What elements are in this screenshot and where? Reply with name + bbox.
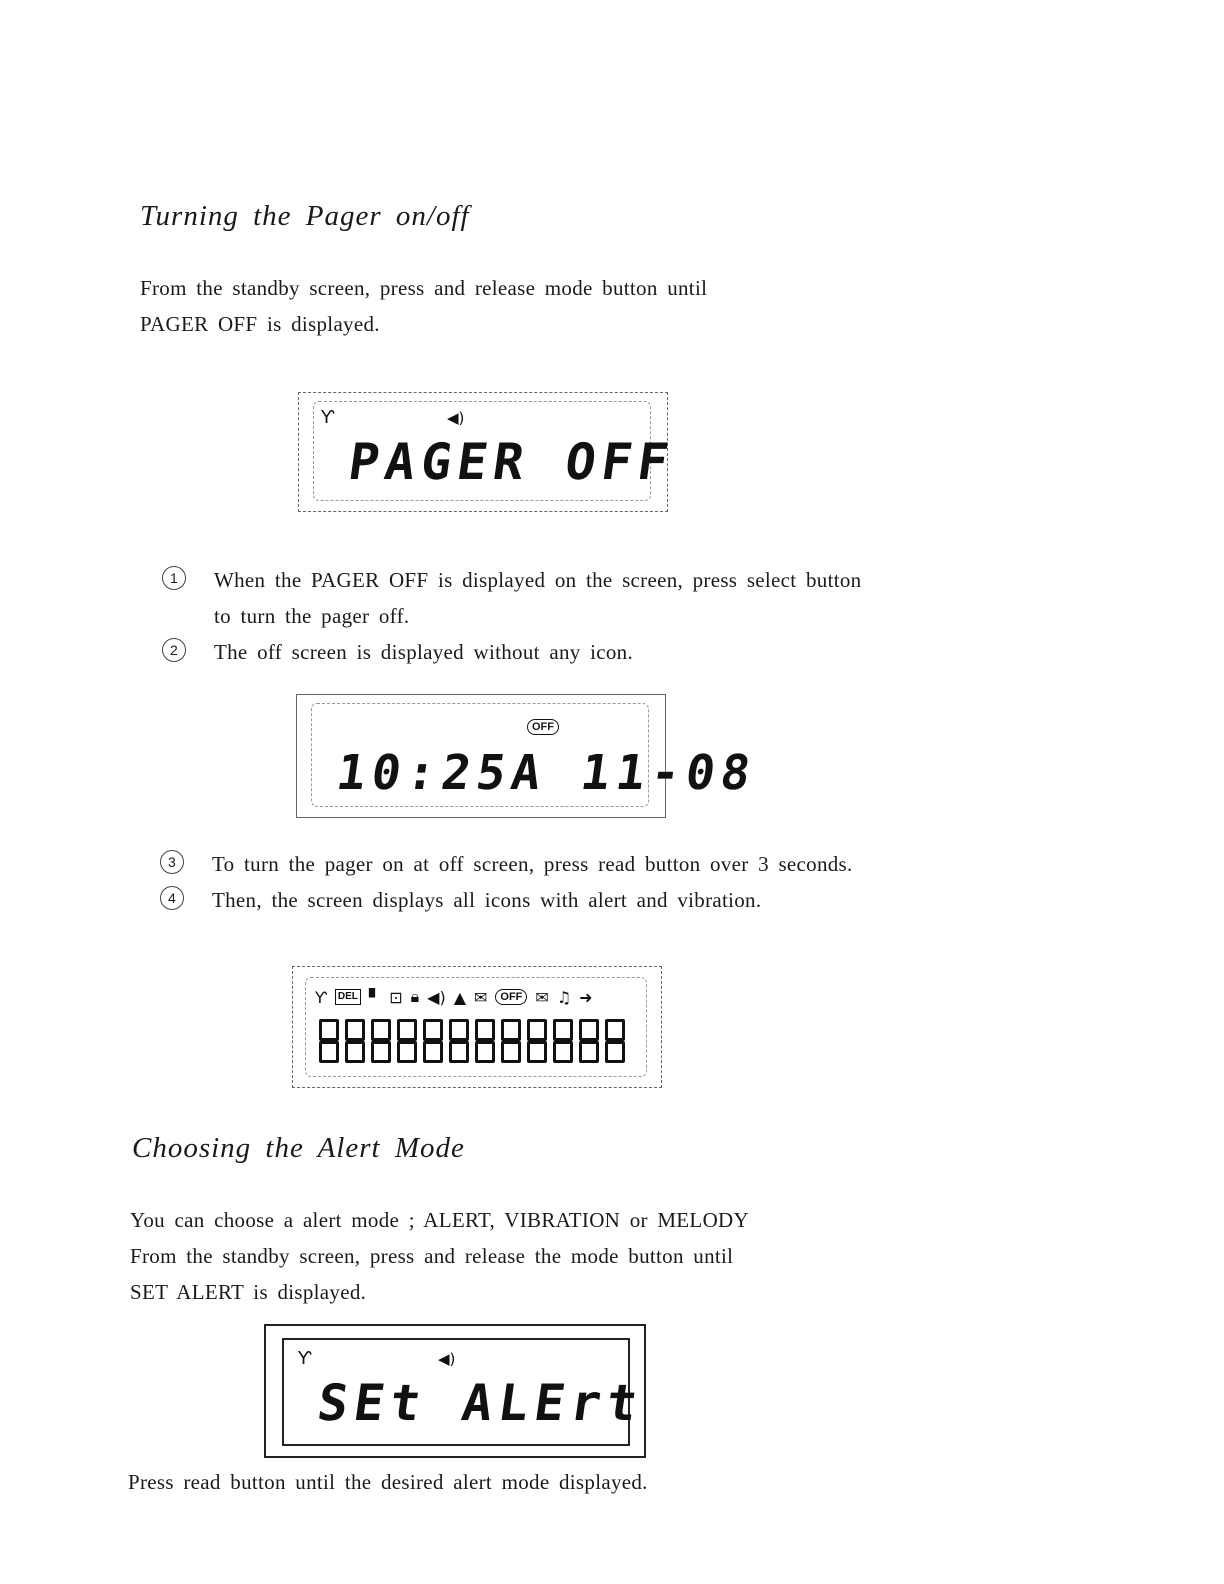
antenna-icon: Ƴ — [315, 987, 327, 1007]
lcd-digit — [317, 1019, 341, 1063]
speaker-icon: ◀) — [438, 1350, 456, 1368]
intro-paragraph: From the standby screen, press and release mode button until PAGER OFF is displayed. — [140, 276, 708, 336]
alert-intro-paragraph: You can choose a alert mode ; ALERT, VIBRATION or MELODY From the standby screen, press and release the mode button until SET ALERT is displayed. — [130, 1208, 749, 1304]
speaker-icon: ◀) — [447, 409, 465, 427]
lcd-digit — [343, 1019, 367, 1063]
lcd-off-screen — [296, 694, 760, 818]
message-icon: ⊡ — [389, 987, 403, 1007]
lcd-segment-text: 10:25A 11-08 — [333, 745, 760, 801]
lcd-digit — [395, 1019, 419, 1063]
del-icon: DEL — [335, 989, 361, 1005]
lcd-digit — [421, 1019, 445, 1063]
lcd-digit — [447, 1019, 471, 1063]
icon-row — [315, 987, 593, 1007]
off-icon: OFF — [495, 989, 527, 1005]
digit-row — [317, 1019, 627, 1063]
memo-icon: ▘ — [368, 987, 382, 1007]
lcd-digit — [603, 1019, 627, 1063]
lock-icon: 🔒︎ — [410, 987, 420, 1006]
lcd-digit — [577, 1019, 601, 1063]
antenna-icon: Ƴ — [321, 407, 335, 428]
lcd-segment-text: PAGER OFF — [344, 433, 679, 491]
lcd-all-icons — [292, 966, 662, 1088]
lcd-digit — [473, 1019, 497, 1063]
lcd-digit — [369, 1019, 393, 1063]
step-3: 3 To turn the pager on at off screen, press read button over 3 seconds. — [160, 846, 980, 882]
lcd-set-alert — [264, 1324, 646, 1458]
step-4: 4 Then, the screen displays all icons with alert and vibration. — [160, 882, 980, 918]
envelope-icon: ✉ — [474, 987, 488, 1007]
step-number: 1 — [162, 566, 186, 590]
step-number: 3 — [160, 850, 184, 874]
lcd-segment-text: SEt ALErt — [313, 1374, 648, 1432]
step-number: 2 — [162, 638, 186, 662]
lcd-digit — [525, 1019, 549, 1063]
lcd-digit — [551, 1019, 575, 1063]
lcd-digit — [499, 1019, 523, 1063]
step-1: 1 When the PAGER OFF is displayed on the screen, press select button to turn the pager off. — [162, 562, 982, 634]
step-number: 4 — [160, 886, 184, 910]
antenna-icon: Ƴ — [298, 1348, 312, 1369]
bell-icon: ▲ — [453, 987, 466, 1007]
section-title-pager-onoff: Turning the Pager on/off — [140, 200, 470, 232]
off-icon: OFF — [527, 719, 559, 735]
speaker-icon: ◀) — [427, 987, 446, 1007]
lcd-pager-off — [298, 392, 679, 512]
envelope-icon: ✉ — [535, 987, 549, 1007]
section-title-alert-mode: Choosing the Alert Mode — [132, 1132, 465, 1164]
step-2: 2 The off screen is displayed without any icon. — [162, 634, 982, 670]
footer-instruction: Press read button until the desired alert mode displayed. — [128, 1470, 648, 1494]
arrow-icon: ➜ — [579, 987, 593, 1007]
melody-icon: ♫ — [556, 987, 572, 1007]
